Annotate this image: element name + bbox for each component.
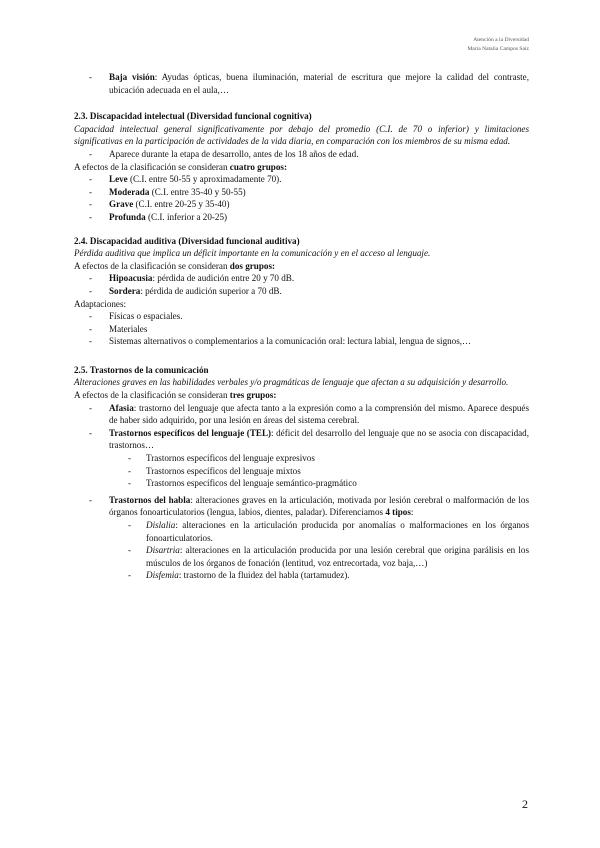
- adaptations-label: Adaptaciones:: [74, 298, 127, 309]
- sub-list-item: - Trastornos específicos del lenguaje expresivos: [128, 453, 315, 464]
- section-definition: Pérdida auditiva que implica un déficit importante en la comunicación y en el acceso al lenguaje.: [74, 248, 431, 259]
- document-body: [74, 71, 529, 582]
- section-definition: Capacidad intelectual general significativamente por debajo del promedio (C.I. de 70 o inferior) y limitaciones significativas en la participación de actividades de la vida diaria, en comparación con los miembros de su misma edad.: [74, 123, 529, 147]
- list-item: - Físicas o espaciales.: [89, 311, 183, 322]
- list-item: - Sordera: pérdida de audición superior a 70 dB.: [89, 285, 282, 296]
- list-item: - Trastornos específicos del lenguaje (TEL): déficit del desarrollo del lenguaje que no se asocia con discapacidad, trastornos…: [89, 427, 529, 451]
- list-item: - Hipoacusia: pérdida de audición entre 20 y 70 dB.: [89, 273, 295, 284]
- list-item: - Grave (C.I. entre 20-25 y 35-40): [89, 199, 230, 210]
- list-item: - Trastornos del habla: alteraciones graves en la articulación, motivada por lesión cerebral o malformación de los órganos fonoarticulatorios (lengua, labios, dientes, paladar). Diferenciamos 4 tipos:: [89, 494, 529, 518]
- list-item: - Moderada (C.I. entre 35-40 y 50-55): [89, 186, 246, 197]
- term: Baja visión: [109, 72, 155, 82]
- sub-list-item: - Trastornos específicos del lenguaje mixtos: [128, 465, 301, 476]
- list-item: - Afasia: trastorno del lenguaje que afecta tanto a la expresión como a la comprensión del mismo. Aparece después de haber sido adquirido, por una lesión en áreas del sistema cerebral.: [89, 402, 529, 426]
- sub-list-item: - Dislalia: alteraciones en la articulación producida por anomalías o malformaciones en los órganos fonoarticulatorios.: [128, 520, 529, 543]
- list-item: - Baja visión: Ayudas ópticas, buena iluminación, material de escritura que mejore la calidad del contraste, ubicación adecuada en el aula,…: [89, 72, 529, 95]
- header-author: María Natalia Campos Saiz: [467, 45, 529, 52]
- sub-list-item: - Trastornos específicos del lenguaje semántico-pragmático: [128, 478, 357, 489]
- classification-intro: A efectos de la clasificación se consideran cuatro grupos:: [74, 161, 287, 172]
- sub-list-item: - Disartria: alteraciones en la articulación producida por una lesión cerebral que origina parálisis en los músculos de los órganos de fonación (lentitud, voz entrecortada, voz baja,…): [128, 545, 529, 568]
- page-number: 2: [522, 797, 528, 811]
- classification-intro: A efectos de la clasificación se consideran dos grupos:: [74, 260, 276, 271]
- section-heading: 2.3. Discapacidad intelectual (Diversidad funcional cognitiva): [74, 111, 312, 122]
- header-course: Atención a la Diversidad: [473, 37, 529, 43]
- sub-list-item: - Disfemia: trastorno de la fluidez del habla (tartamudez).: [128, 570, 350, 581]
- list-item: - Materiales: [89, 323, 148, 334]
- section-heading: 2.5. Trastornos de la comunicación: [74, 364, 209, 375]
- classification-intro: A efectos de la clasificación se consideran tres grupos:: [74, 390, 277, 401]
- list-item: - Sistemas alternativos o complementarios a la comunicación oral: lectura labial, lengua de signos,…: [89, 336, 472, 347]
- list-item: - Leve (C.I. entre 50-55 y aproximadamente 70).: [89, 174, 282, 185]
- section-definition: Alteraciones graves en las habilidades verbales y/o pragmáticas de lenguaje que afectan a su adquisición y desarrollo.: [74, 377, 509, 388]
- list-item: - Aparece durante la etapa de desarrollo, antes de los 18 años de edad.: [89, 148, 359, 159]
- page-header: [467, 36, 529, 53]
- list-item: - Profunda (C.I. inferior a 20-25): [89, 211, 228, 222]
- section-heading: 2.4. Discapacidad auditiva (Diversidad funcional auditiva): [74, 235, 300, 246]
